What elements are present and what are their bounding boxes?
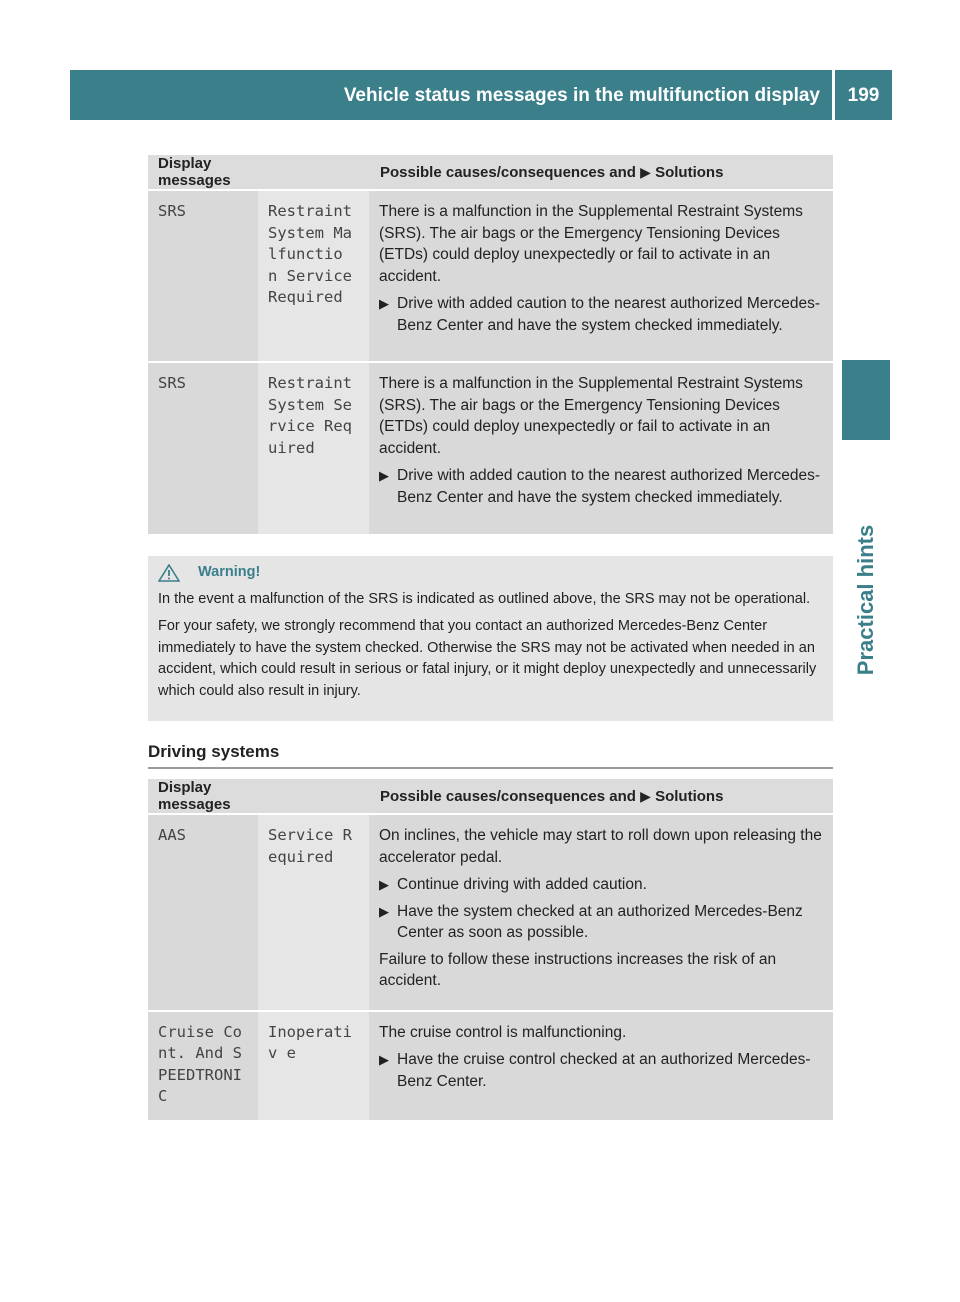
arrow-right-icon: ▶ (379, 296, 389, 311)
col-causes-solutions: Possible causes/consequences and ▶ Solutions (258, 155, 833, 190)
cause-text: There is a malfunction in the Supplemental Restraint Systems (SRS). The air bags or the Emergency Tensioning Devices (ETDs) could deploy unexpectedly or fail to activate in an accident. (379, 203, 803, 285)
message-text: Restraint System Malfunctio n Service Required (268, 202, 352, 306)
arrow-right-icon: ▶ (640, 787, 651, 804)
solution-step: ▶ Have the cruise control checked at an authorized Mercedes-Benz Center. (379, 1049, 825, 1092)
col-display-messages: Display messages (148, 155, 258, 190)
message-code: Cruise Cont. And SPEEDTRONI C (158, 1022, 242, 1105)
table-row (148, 362, 833, 534)
table-row (148, 190, 833, 362)
message-text: Restraint System Service Required (268, 374, 352, 457)
col-causes-solutions: Possible causes/consequences and ▶ Solutions (258, 779, 833, 814)
solution-step: ▶ Drive with added caution to the nearest authorized Mercedes-Benz Center and have the system checked immediately. (379, 465, 825, 508)
srs-messages-table (148, 155, 833, 534)
col-display-messages: Display messages (148, 779, 258, 814)
chapter-label: Practical hints (853, 524, 878, 676)
arrow-right-icon: ▶ (379, 468, 389, 483)
cause-text: On inclines, the vehicle may start to roll down upon releasing the accelerator pedal. (379, 827, 822, 866)
cause-text: There is a malfunction in the Supplemental Restraint Systems (SRS). The air bags or the Emergency Tensioning Devices (ETDs) could deploy unexpectedly or fail to activate in an accident. (379, 375, 803, 457)
solution-step: ▶ Drive with added caution to the nearest authorized Mercedes-Benz Center and have the system checked immediately. (379, 293, 825, 336)
message-text: Inoperativ e (268, 1022, 352, 1062)
solution-step: ▶ Have the system checked at an authorized Mercedes-Benz Center as soon as possible. (379, 901, 825, 944)
arrow-right-icon: ▶ (379, 903, 389, 919)
page-header (70, 70, 892, 120)
chapter-tab (842, 360, 890, 440)
warning-heading: Warning! (158, 562, 825, 584)
message-code: AAS (158, 826, 186, 844)
warning-text-2: For your safety, we strongly recommend that you contact an authorized Mercedes-Benz Center immediately to have the system checked. Otherwise the SRS may not be activated when needed in an accident, which could result in serious or fatal injury, or it might deploy unexpectedly and unnecessarily which could also result in injury. (158, 618, 817, 699)
table-header-row (148, 779, 833, 814)
driving-systems-table (148, 779, 833, 1120)
cause-text: The cruise control is malfunctioning. (379, 1023, 627, 1041)
page-title: Vehicle status messages in the multifunction display (343, 85, 820, 106)
warning-triangle-icon (158, 564, 180, 582)
consequence-text: Failure to follow these instructions increases the risk of an accident. (379, 950, 777, 989)
solution-step: ▶ Continue driving with added caution. (379, 874, 825, 896)
warning-text-1: In the event a malfunction of the SRS is indicated as outlined above, the SRS may not be operational. (158, 590, 811, 607)
page-number: 199 (847, 85, 880, 106)
message-code: SRS (158, 202, 186, 220)
arrow-right-icon: ▶ (379, 877, 389, 892)
arrow-right-icon: ▶ (640, 163, 651, 180)
table-header-row (148, 155, 833, 190)
message-code: SRS (158, 374, 186, 392)
arrow-right-icon: ▶ (379, 1052, 389, 1067)
message-text: Service Required (268, 826, 352, 866)
section-title: Driving systems (148, 742, 833, 769)
table-row (148, 814, 833, 1011)
table-row (148, 1011, 833, 1120)
warning-box (148, 556, 833, 721)
